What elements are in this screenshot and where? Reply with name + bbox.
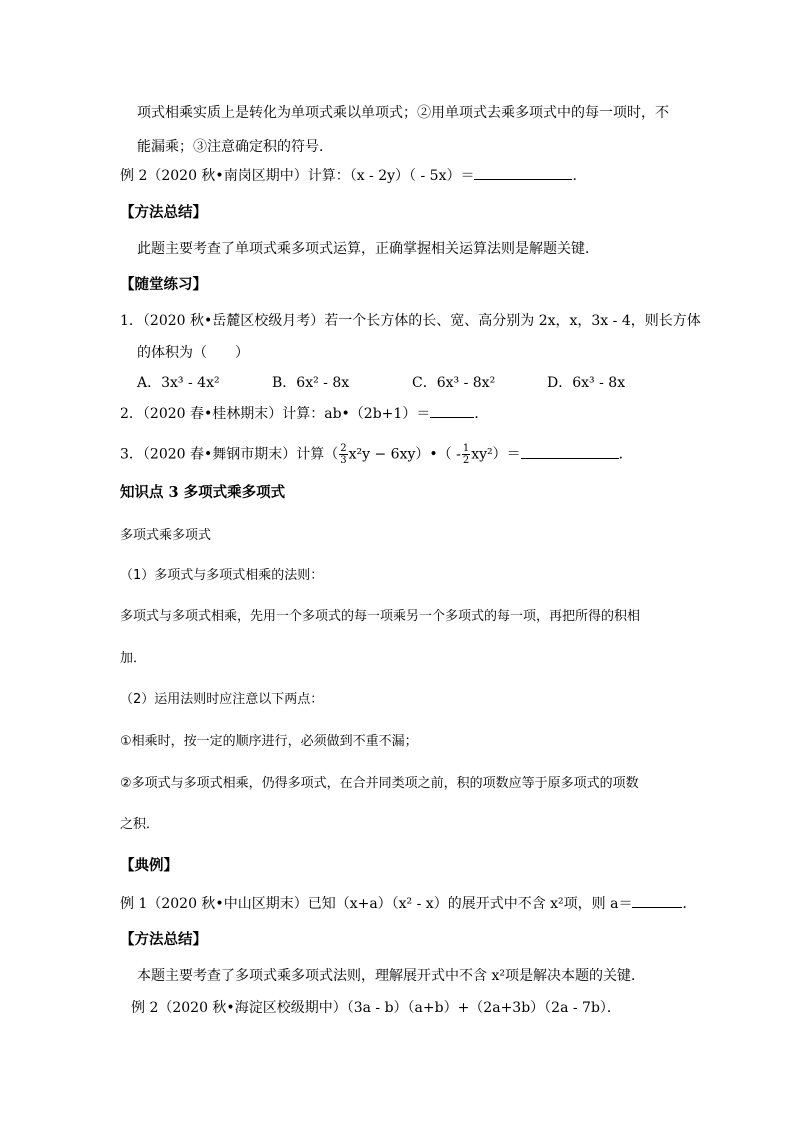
rule-text-line-2: 加． — [120, 651, 147, 666]
practice-q1-option-b — [272, 374, 349, 392]
option-b-expr: 6x² - 8x — [296, 375, 350, 391]
practice-q3-label: 3．（2020 春•舞钢市期末）计算（ — [120, 446, 339, 463]
answer-blank — [632, 894, 682, 908]
intro-line-2: 能漏乘；③注意确定积的符号． — [137, 139, 333, 155]
note-2-line-1: ②多项式与多项式相乘，仍得多项式，在合并同类项之前，积的项数应等于原多项式的项数 — [120, 776, 639, 791]
method-summary-text-2: 本题主要考查了多项式乘多项式法则，理解展开式中不含 x²项是解决本题的关键． — [137, 968, 645, 984]
method-summary-text-1: 此题主要考查了单项式乘多项式运算，正确掌握相关运算法则是解题关键． — [137, 241, 599, 257]
typical-example-1-end: ． — [682, 896, 697, 912]
practice-q2-text: 2．（2020 春•桂林期末）计算：ab•（2b+1）＝ — [120, 406, 431, 422]
note-title: （2）运用法则时应注意以下两点： — [120, 692, 324, 707]
example-2-label: 例 2（2020 秋•南岗区期中）计算： — [120, 168, 350, 184]
example-2-expression: （x - 2y）（ - 5x）＝ — [349, 168, 475, 184]
practice-q3-mid: x²y − 6xy）•（ - — [348, 446, 461, 463]
option-b-label: B． — [272, 375, 297, 391]
practice-q1-option-a — [137, 374, 220, 392]
knowledge-subtitle: 多项式乘多项式 — [120, 528, 212, 543]
typical-example-1 — [120, 894, 696, 913]
option-d-label: D． — [547, 375, 573, 391]
option-a-label: A． — [137, 375, 162, 391]
practice-q1-line-1: 1．（2020 秋•岳麓区校级月考）若一个长方体的长、宽、高分别为 2x，x，3x - 4，则长方体 — [120, 313, 701, 329]
knowledge-point-3-heading: 知识点 3 多项式乘多项式 — [120, 484, 286, 501]
option-a-expr: 3x³ - 4x² — [161, 375, 220, 391]
fraction-numerator: 2 — [340, 443, 347, 454]
fraction-one-half — [462, 443, 470, 466]
practice-heading: 【随堂练习】 — [120, 276, 207, 293]
method-summary-heading-1: 【方法总结】 — [120, 204, 207, 221]
answer-blank — [430, 404, 474, 418]
note-1: ①相乘时，按一定的顺序进行，必须做到不重不漏； — [120, 734, 418, 749]
example-2-poly: 例 2（2020 秋•海淀区校级期中）（3a - b）（a+b）+（2a+3b）（2a - 7b）． — [131, 1000, 621, 1016]
intro-line-1: 项式相乘实质上是转化为单项式乘以单项式；②用单项式去乘多项式中的每一项时，不 — [137, 105, 669, 121]
practice-q1-option-c — [412, 374, 495, 392]
option-c-expr: 6x³ - 8x² — [436, 375, 496, 391]
option-d-expr: 6x³ - 8x — [572, 375, 626, 391]
practice-q1-line-2: 的体积为（ ） — [137, 345, 249, 361]
option-c-label: C． — [412, 375, 437, 391]
answer-blank — [474, 166, 572, 180]
fraction-denominator: 2 — [462, 455, 470, 466]
practice-q1-option-d — [547, 374, 625, 392]
rule-title: （1）多项式与多项式相乘的法则： — [120, 568, 324, 583]
fraction-denominator: 3 — [340, 455, 347, 466]
rule-text-line-1: 多项式与多项式相乘，先用一个多项式的每一项乘另一个多项式的每一项，再把所得的积相 — [120, 609, 641, 624]
typical-example-1-text: 例 1（2020 秋•中山区期末）已知（x+a）（x² - x）的展开式中不含 x²项，则 a＝ — [120, 896, 633, 912]
fraction-numerator: 1 — [462, 443, 470, 454]
example-2-single-poly — [120, 166, 586, 185]
method-summary-heading-2: 【方法总结】 — [120, 931, 207, 948]
practice-q3-tail: xy²）＝ — [471, 446, 521, 463]
note-2-line-2: 之积． — [120, 817, 160, 832]
answer-blank — [521, 445, 619, 459]
practice-q3 — [120, 443, 633, 466]
typical-example-heading: 【典例】 — [120, 857, 178, 874]
practice-q3-end: ． — [618, 446, 633, 463]
practice-q2-end: ． — [474, 406, 489, 422]
fraction-two-thirds — [339, 443, 347, 466]
practice-q2 — [120, 404, 488, 423]
example-2-end: ． — [572, 168, 587, 184]
